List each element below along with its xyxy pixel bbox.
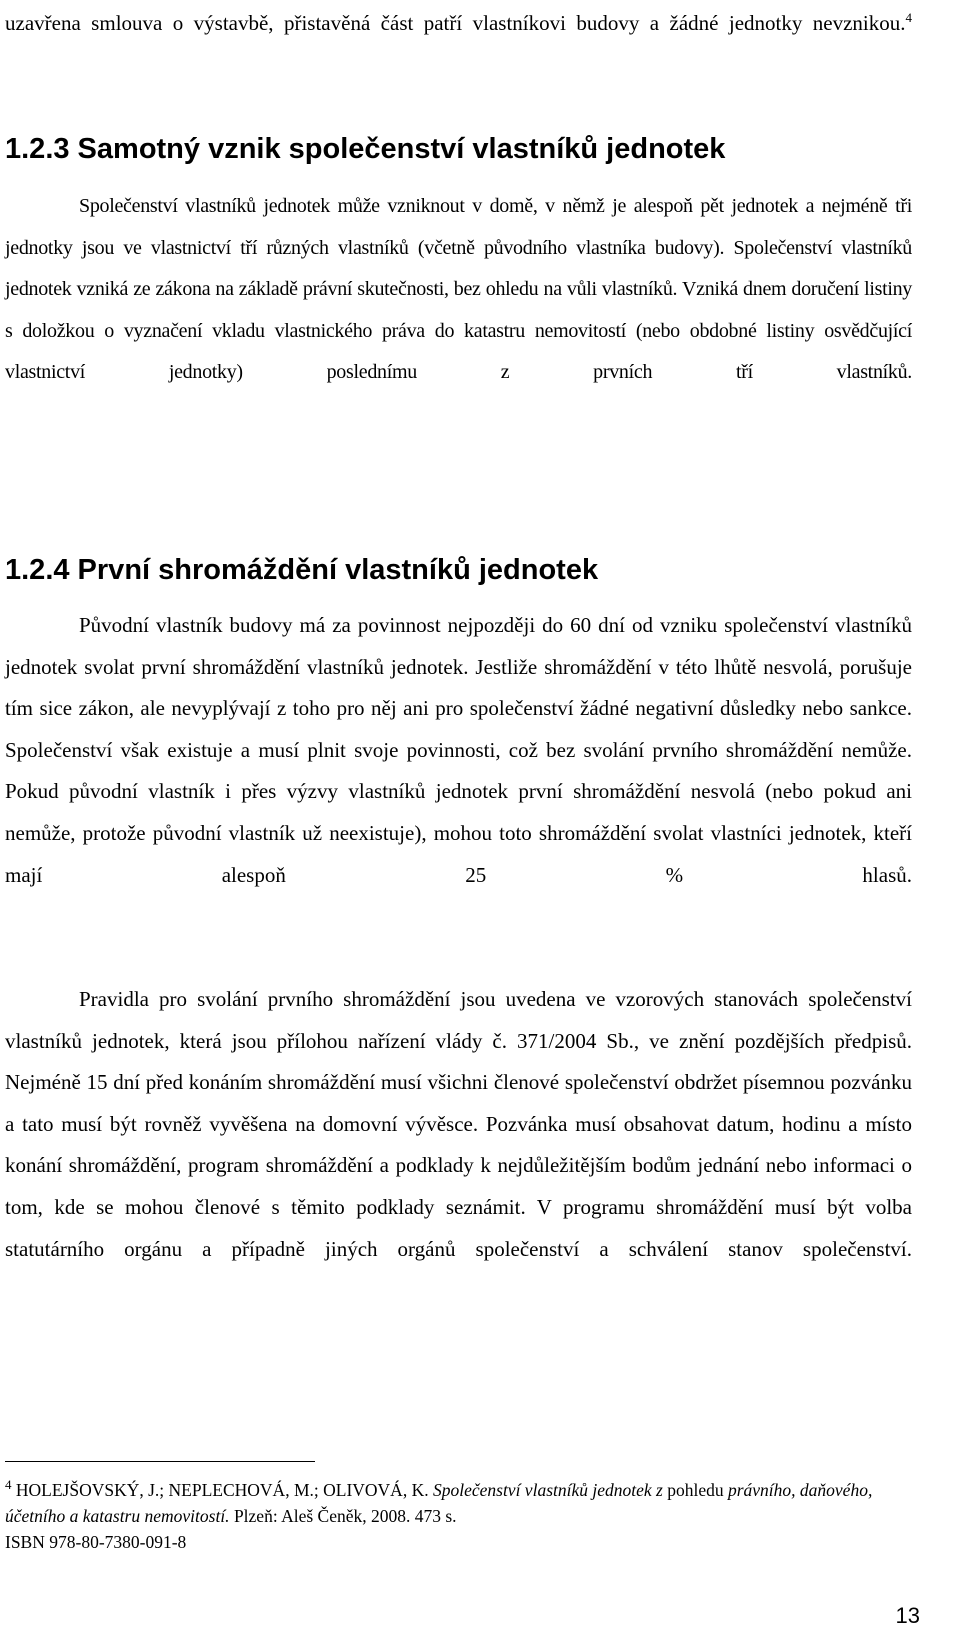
footnote-title-part2: právního, daňového, účetního a katastru nemovitostí. xyxy=(5,1480,873,1526)
intro-paragraph xyxy=(5,3,912,86)
paragraph-b: Společenství vlastníků jednotek vzniká ze zákona na základě právní skutečnosti, bez ohledu na vůli vlastníků. xyxy=(5,236,913,301)
footnote-title-connector: pohledu xyxy=(667,1480,724,1500)
section-heading-1-2-3: 1.2.3 Samotný vznik společenství vlastníků jednotek xyxy=(5,133,726,165)
section-1-2-4-paragraph-1: Původní vlastník budovy má za povinnost nejpozději do 60 dní od vzniku společenství vlastníků jednotek svolat první shromáždění vlastníků jednotek. Jestliže shromáždění v této lhůtě nesvolá, porušuje tím sice zákon, ale nevyplývají z toho pro něj ani pro společenství žádné negativní důsledky nebo sankce. Společenství však existuje a musí plnit svoje povinnosti, což bez svolání prvního shromáždění nemůže. Pokud původní vlastník i přes výzvy vlastníků jednotek první shromáždění nesvolá (nebo pokud ani nemůže, protože původní vlastník už neexistuje), mohou toto shromáždění svolat vlastníci jednotek, kteří mají alespoň 25 % hlasů. xyxy=(5,613,912,887)
footnote-divider xyxy=(5,1461,315,1462)
intro-text: uzavřena smlouva o výstavbě, přistavěná část patří vlastníkovi budovy a žádné jednotky nevznikou. xyxy=(5,11,906,35)
footnote-ref: 4 xyxy=(905,10,912,25)
footnote-authors: HOLEJŠOVSKÝ, J.; NEPLECHOVÁ, M.; OLIVOVÁ, K. xyxy=(15,1480,429,1500)
paragraph-c: Vzniká dnem doručení listiny s doložkou o vyznačení vkladu vlastnického práva do katastru nemovitostí (nebo obdobné listiny osvědčující vlastnictví jednotky) poslednímu z prvních tří vlastníků. xyxy=(5,278,912,384)
section-heading-1-2-4: 1.2.4 První shromáždění vlastníků jednotek xyxy=(5,554,599,586)
section-1-2-4-paragraph-2: Pravidla pro svolání prvního shromáždění jsou uvedena ve vzorových stanovách společenství vlastníků jednotek, která jsou přílohou nařízení vlády č. 371/2004 Sb., ve znění pozdějších předpisů. Nejméně 15 dní před konáním shromáždění musí všichni členové společenství obdržet písemnou pozvánku a tato musí být rovněž vyvěšena na domovní vývěsce. Pozvánka musí obsahovat datum, hodinu a místo konání shromáždění, program shromáždění a podklady k nejdůležitějším bodům jednání nebo informaci o tom, kde se mohou členové s těmito podklady seznámit. V programu shromáždění musí být volba statutárního orgánu a případně jiných orgánů společenství a schválení stanov společenství. xyxy=(5,987,912,1261)
footnote-number: 4 xyxy=(5,1477,12,1493)
page-number: 13 xyxy=(895,1603,920,1628)
footnote-title-part1: Společenství vlastníků jednotek z xyxy=(432,1480,663,1500)
footnote-publisher: Plzeň: Aleš Čeněk, 2008. 473 s. xyxy=(233,1506,457,1526)
paragraph-a: Společenství vlastníků jednotek může vzniknout v domě, v němž je alespoň pět jednotek a nejméně tři jednotky jsou ve vlastnictví tří různých vlastníků (včetně původního vlastníka budovy). xyxy=(5,195,912,259)
footnote xyxy=(5,1477,917,1555)
section-1-2-3-paragraph xyxy=(5,186,912,436)
footnote-isbn: ISBN 978-80-7380-091-8 xyxy=(5,1532,187,1552)
